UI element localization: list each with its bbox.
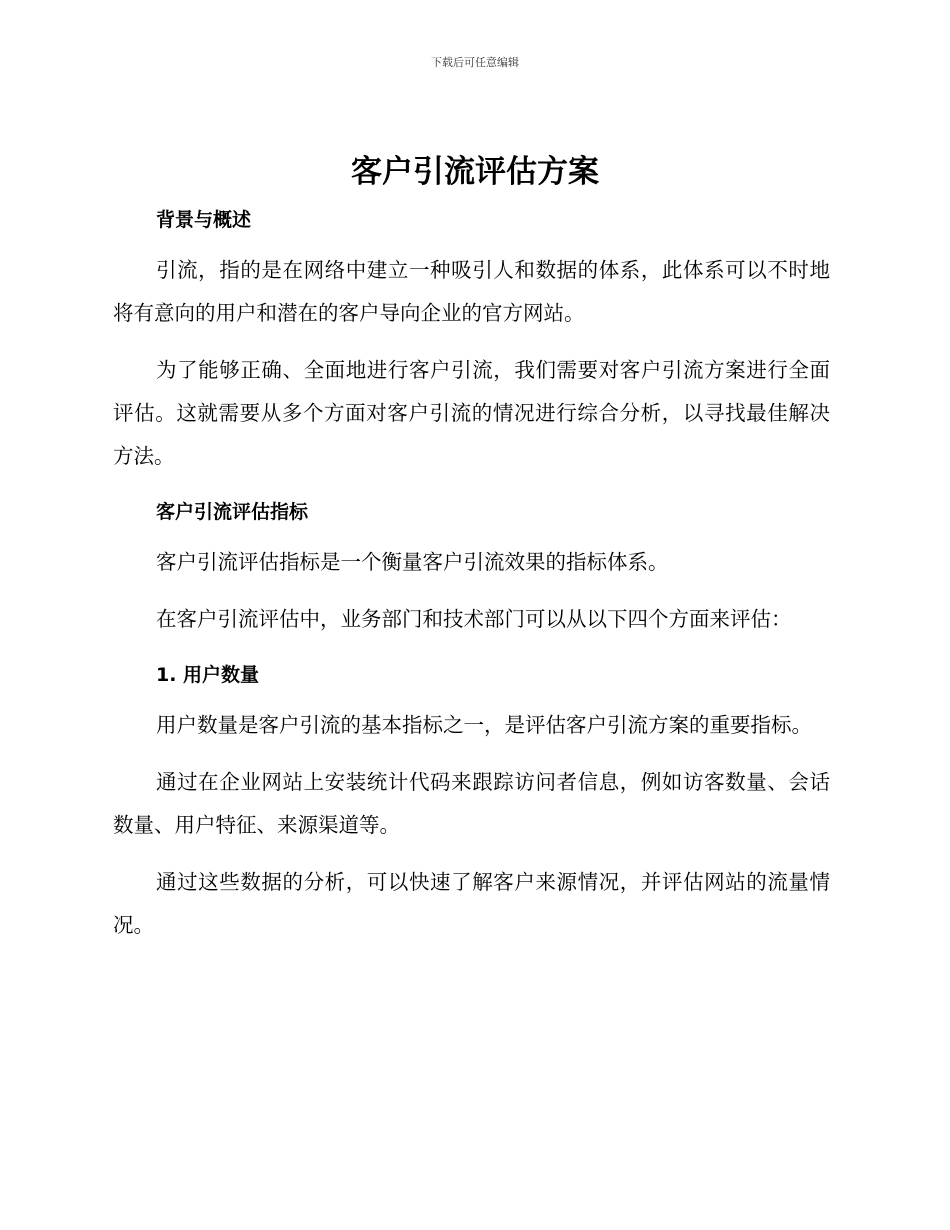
paragraph: 用户数量是客户引流的基本指标之一，是评估客户引流方案的重要指标。 bbox=[156, 713, 812, 737]
section-heading-background: 背景与概述 bbox=[156, 209, 252, 231]
paragraph: 通过这些数据的分析，可以快速了解客户来源情况，并评估网站的流量情况。 bbox=[113, 870, 830, 937]
header-note: 下载后可任意编辑 bbox=[431, 56, 519, 69]
paragraph: 客户引流评估指标是一个衡量客户引流效果的指标体系。 bbox=[156, 550, 669, 574]
document-body bbox=[113, 200, 830, 947]
section-heading-user-count: 1. 用户数量 bbox=[156, 664, 260, 686]
paragraph: 通过在企业网站上安装统计代码来跟踪访问者信息，例如访客数量、会话数量、用户特征、来源渠道等。 bbox=[113, 770, 830, 837]
section-heading-metrics: 客户引流评估指标 bbox=[156, 501, 309, 523]
paragraph: 引流，指的是在网络中建立一种吸引人和数据的体系，此体系可以不时地将有意向的用户和潜在的客户导向企业的官方网站。 bbox=[113, 258, 830, 325]
paragraph: 在客户引流评估中，业务部门和技术部门可以从以下四个方面来评估： bbox=[156, 607, 792, 631]
document-title: 客户引流评估方案 bbox=[351, 154, 599, 190]
paragraph: 为了能够正确、全面地进行客户引流，我们需要对客户引流方案进行全面评估。这就需要从多个方面对客户引流的情况进行综合分析，以寻找最佳解决方法。 bbox=[113, 358, 830, 468]
